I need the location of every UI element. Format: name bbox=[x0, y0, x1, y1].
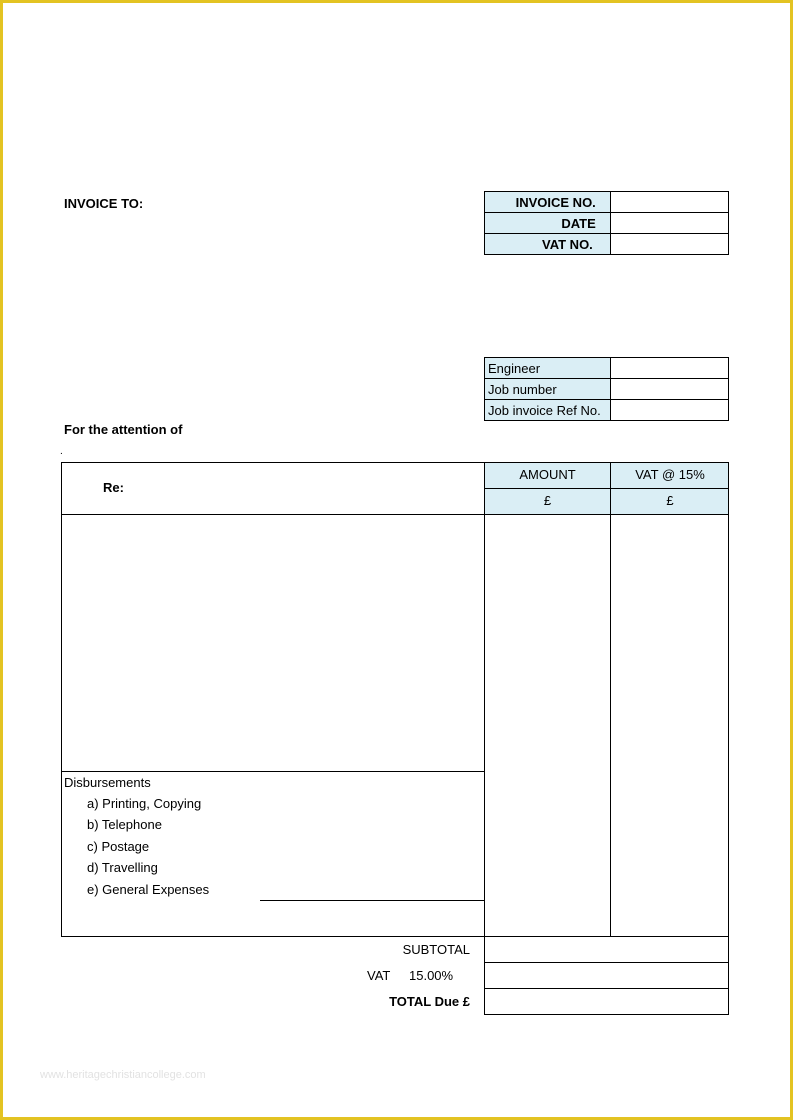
vat-label: VAT bbox=[367, 968, 391, 983]
info-row-vat-no bbox=[485, 234, 729, 255]
total-due-value-field[interactable] bbox=[485, 989, 728, 1014]
invoice-info-table bbox=[484, 191, 729, 255]
job-row-engineer bbox=[485, 358, 729, 379]
date-value[interactable] bbox=[610, 213, 728, 234]
amount-column-left-line bbox=[484, 462, 485, 937]
job-ref-value[interactable] bbox=[610, 400, 728, 421]
job-row-ref-no bbox=[485, 400, 729, 421]
attention-label: For the attention of bbox=[64, 422, 183, 437]
job-number-label: Job number bbox=[485, 379, 611, 400]
job-ref-label: Job invoice Ref No. bbox=[485, 400, 611, 421]
attention-dot: . bbox=[60, 446, 63, 457]
engineer-value[interactable] bbox=[610, 358, 728, 379]
amount-currency: £ bbox=[543, 493, 552, 508]
vat-currency: £ bbox=[666, 493, 674, 508]
amount-header: AMOUNT bbox=[519, 467, 576, 482]
description-area[interactable] bbox=[62, 515, 484, 771]
invoice-no-label: INVOICE NO. bbox=[485, 192, 611, 213]
vat-rate: 15.00% bbox=[409, 968, 454, 983]
disbursement-item: c) Postage bbox=[87, 839, 150, 854]
invoice-no-value[interactable] bbox=[610, 192, 728, 213]
vat-value-field[interactable] bbox=[485, 963, 728, 988]
info-row-date bbox=[485, 213, 729, 234]
date-label: DATE bbox=[485, 213, 611, 234]
vat-header: VAT @ 15% bbox=[635, 467, 705, 482]
disbursements-divider bbox=[61, 771, 485, 772]
disbursement-item: d) Travelling bbox=[87, 860, 158, 875]
invoice-to-label: INVOICE TO: bbox=[64, 196, 144, 211]
vat-column-left-line bbox=[610, 462, 611, 937]
vat-no-value[interactable] bbox=[610, 234, 728, 255]
disbursement-item: a) Printing, Copying bbox=[87, 796, 202, 811]
subtotal-label: SUBTOTAL bbox=[402, 942, 470, 957]
watermark-text: www.heritagechristiancollege.com bbox=[40, 1069, 206, 1081]
re-label: Re: bbox=[103, 480, 124, 495]
info-row-invoice-no bbox=[485, 192, 729, 213]
subtotal-value-field[interactable] bbox=[485, 937, 728, 962]
vat-no-label: VAT NO. bbox=[485, 234, 611, 255]
job-info-table bbox=[484, 357, 729, 421]
engineer-label: Engineer bbox=[485, 358, 611, 379]
disbursements-title: Disbursements bbox=[64, 775, 151, 790]
header-divider bbox=[484, 488, 729, 489]
job-row-job-number bbox=[485, 379, 729, 400]
disbursement-item: e) General Expenses bbox=[87, 882, 210, 897]
disbursements-underline bbox=[260, 900, 485, 901]
total-due-label: TOTAL Due £ bbox=[389, 994, 470, 1009]
disbursement-item: b) Telephone bbox=[87, 817, 162, 832]
job-number-value[interactable] bbox=[610, 379, 728, 400]
